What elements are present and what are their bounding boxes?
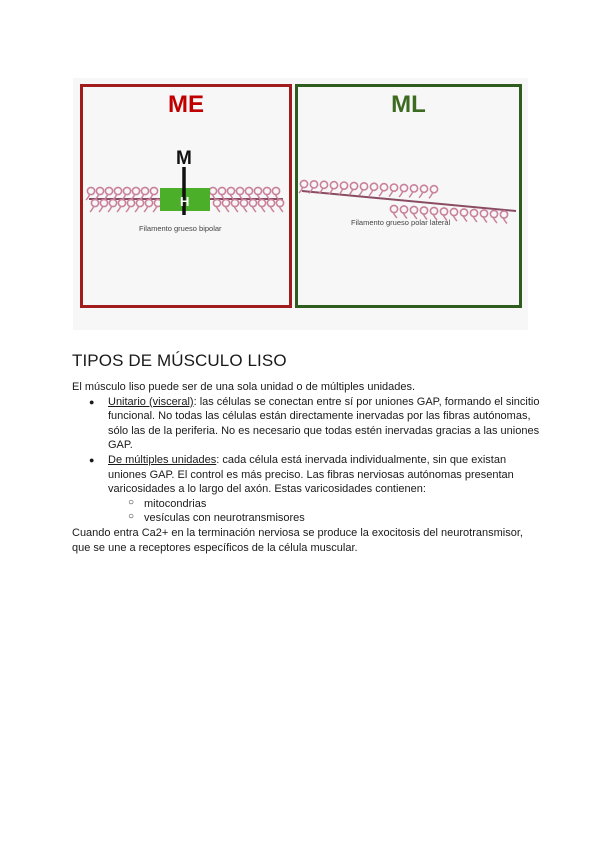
myosin-head (450, 208, 457, 221)
panel-ml-caption: Filamento grueso polar lateral (351, 218, 451, 227)
sub-list-item-text: mitocondrias (144, 497, 207, 510)
panel-me (80, 84, 292, 308)
panel-ml (295, 84, 522, 308)
myosin-head (470, 209, 477, 222)
myosin-head (267, 199, 274, 212)
bullet-icon: ● (89, 454, 95, 465)
list-item-text: : las células se conectan entre sí por uniones GAP, formando el sincitio funcional. No todas las células están directamente inervadas por las fibras autónomas, sólo las de la periferia. No es necesario que todas estén inervadas gracias a las uniones GAP. (108, 395, 540, 452)
myosin-head (369, 183, 378, 196)
conclusion-paragraph: Cuando entra Ca2+ en la terminación nerviosa se produce la exocitosis del neurotransmisor, que se une a receptores específicos de la célula muscular. (72, 526, 523, 554)
h-label: H (180, 194, 190, 209)
myosin-head (390, 205, 397, 218)
myosin-head (480, 210, 487, 223)
myosin-head (359, 183, 368, 196)
sub-list-item (72, 497, 542, 512)
bipolar-filament-diagram (83, 87, 289, 305)
sub-list-item (72, 511, 542, 526)
list-item-term: Unitario (visceral) (108, 395, 194, 408)
myosin-head (90, 199, 99, 212)
intro-paragraph: El músculo liso puede ser de una sola unidad o de múltiples unidades. (72, 381, 416, 393)
myosin-head (349, 182, 358, 195)
myosin-head (399, 184, 408, 197)
body-text (72, 380, 542, 555)
myosin-head (231, 199, 238, 212)
myosin-head (126, 199, 135, 212)
list-item (72, 395, 542, 453)
list-item (72, 453, 542, 497)
sub-list-item-text: vesículas con neurotransmisores (144, 512, 305, 525)
myosin-head (429, 186, 438, 199)
panel-me-title: ME (168, 91, 204, 118)
myosin-head (117, 199, 126, 212)
myosin-head (409, 185, 418, 198)
myosin-head (339, 182, 348, 195)
panel-me-caption: Filamento grueso bipolar (139, 224, 222, 233)
myosin-head (419, 185, 428, 198)
myosin-head (258, 199, 265, 212)
myosin-head (389, 184, 398, 197)
myosin-head (240, 199, 247, 212)
myosin-head (135, 199, 144, 212)
myosin-head (490, 210, 497, 223)
myosin-head (108, 199, 117, 212)
types-list (72, 395, 542, 526)
hollow-bullet-icon: ○ (128, 511, 135, 523)
hollow-bullet-icon: ○ (128, 496, 135, 508)
filament-backbone (302, 191, 516, 211)
m-label: M (176, 148, 192, 169)
myosin-filament-figure (73, 78, 528, 330)
myosin-head (400, 206, 407, 219)
panel-ml-title: ML (391, 91, 426, 118)
bullet-icon: ● (89, 396, 95, 407)
myosin-head (319, 181, 328, 194)
myosin-head (460, 209, 467, 222)
list-item-term: De múltiples unidades (108, 453, 217, 466)
myosin-head (213, 199, 220, 212)
list-item-text: : cada célula está inervada individualmente, sin que existan uniones GAP. El control es más preciso. Las fibras nerviosas autónomas presentan varicosidades a lo largo del axón. Estas varicosidades contienen: (108, 453, 514, 496)
myosin-head (249, 199, 256, 212)
myosin-head (329, 182, 338, 195)
myosin-head (99, 199, 108, 212)
myosin-head (222, 199, 229, 212)
section-title: TIPOS DE MÚSCULO LISO (72, 351, 287, 370)
myosin-head (500, 211, 507, 224)
myosin-head (379, 184, 388, 197)
myosin-head (144, 199, 153, 212)
myosin-head (276, 199, 283, 212)
lateral-polar-filament-diagram (298, 87, 519, 305)
